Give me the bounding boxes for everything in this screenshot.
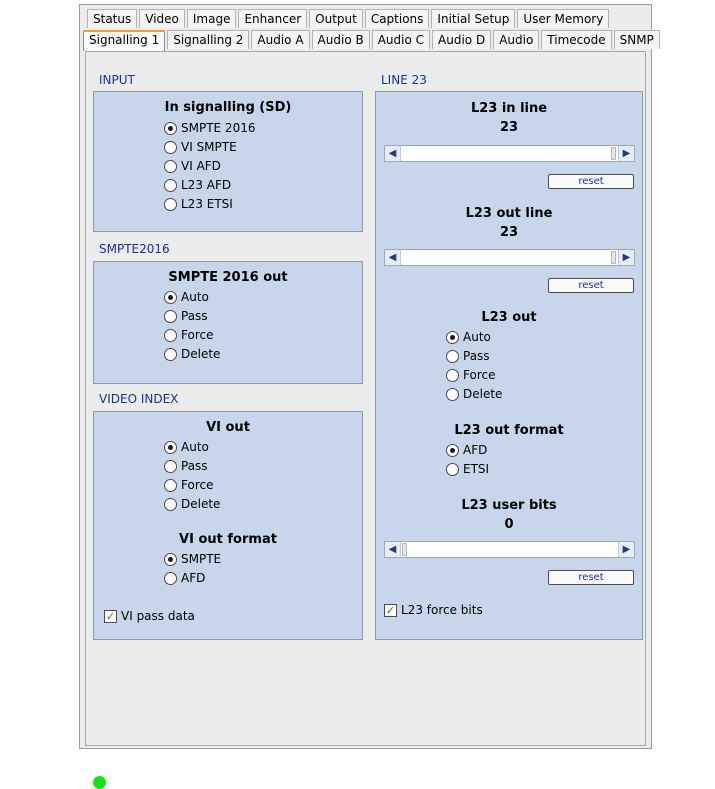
smpte2016-out-option[interactable]	[164, 307, 208, 325]
in-signalling-option[interactable]	[164, 119, 255, 137]
in-signalling-option-label: SMPTE 2016	[181, 121, 256, 135]
radio-selected-dot	[450, 448, 455, 453]
tab-video[interactable]: Video	[139, 9, 185, 28]
radio-icon	[446, 350, 459, 363]
vi-pass-data-checkbox[interactable]	[104, 607, 195, 625]
input-section-title: INPUT	[99, 73, 135, 87]
radio-icon	[164, 479, 177, 492]
l23-out-option[interactable]	[446, 347, 490, 365]
l23-out-option-label: Delete	[463, 387, 503, 401]
tab-signalling-2[interactable]: Signalling 2	[167, 30, 249, 49]
tab-audio-d[interactable]: Audio D	[432, 30, 491, 49]
radio-icon	[164, 348, 177, 361]
check-icon: ✓	[105, 609, 116, 623]
l23-user-bits-scrollbar[interactable]	[384, 541, 635, 558]
l23-in-line-reset-button[interactable]: reset	[548, 174, 634, 189]
radio-icon	[446, 369, 459, 382]
vi-out-format-option-label: AFD	[181, 571, 206, 585]
smpte2016-section-title: SMPTE2016	[99, 242, 170, 256]
scroll-left-icon[interactable]: ◀	[385, 542, 401, 557]
tab-snmp[interactable]: SNMP	[614, 30, 660, 49]
l23-in-line-title: L23 in line	[470, 101, 548, 116]
radio-selected-dot	[168, 557, 173, 562]
l23-out-format-option-label: AFD	[463, 443, 488, 457]
radio-icon	[164, 572, 177, 585]
tab-output[interactable]: Output	[309, 9, 363, 28]
radio-icon	[164, 553, 177, 566]
smpte2016-out-title: SMPTE 2016 out	[168, 270, 288, 285]
settings-window	[79, 4, 652, 749]
l23-out-option[interactable]	[446, 385, 502, 403]
in-signalling-option[interactable]	[164, 176, 231, 194]
l23-user-bits-value: 0	[504, 517, 514, 532]
l23-out-format-option[interactable]	[446, 460, 489, 478]
in-signalling-option-label: VI AFD	[181, 159, 221, 173]
l23-user-bits-reset-button[interactable]: reset	[548, 570, 634, 585]
radio-icon	[164, 122, 177, 135]
tab-row-1	[87, 9, 611, 29]
l23-out-line-title: L23 out line	[465, 206, 553, 221]
l23-in-line-scrollbar[interactable]	[384, 145, 635, 162]
l23-out-option[interactable]	[446, 366, 495, 384]
tab-initial-setup[interactable]: Initial Setup	[431, 9, 515, 28]
smpte2016-out-option-label: Pass	[181, 309, 208, 323]
in-signalling-option[interactable]	[164, 157, 221, 175]
vi-out-option-label: Auto	[181, 440, 209, 454]
tab-captions[interactable]: Captions	[365, 9, 430, 28]
signalling-1-panel	[85, 51, 646, 746]
in-signalling-title: In signalling (SD)	[164, 100, 292, 115]
video-index-section-title: VIDEO INDEX	[99, 392, 179, 406]
smpte2016-out-option[interactable]	[164, 345, 220, 363]
smpte2016-out-option[interactable]	[164, 288, 209, 306]
smpte2016-out-option[interactable]	[164, 326, 213, 344]
tab-signalling-1[interactable]: Signalling 1	[83, 30, 165, 51]
vi-out-option-label: Pass	[181, 459, 208, 473]
radio-selected-dot	[450, 335, 455, 340]
radio-icon	[446, 331, 459, 344]
radio-icon	[164, 310, 177, 323]
vi-out-option-label: Force	[181, 478, 214, 492]
radio-icon	[446, 444, 459, 457]
in-signalling-option-label: L23 AFD	[181, 178, 232, 192]
vi-out-option[interactable]	[164, 495, 220, 513]
radio-icon	[164, 160, 177, 173]
vi-pass-data-label: VI pass data	[121, 609, 195, 623]
scroll-right-icon[interactable]: ▶	[618, 146, 634, 161]
smpte2016-out-option-label: Delete	[181, 347, 221, 361]
l23-user-bits-title: L23 user bits	[461, 498, 557, 513]
status-led-icon	[93, 776, 106, 789]
tab-timecode[interactable]: Timecode	[541, 30, 611, 49]
scroll-thumb[interactable]	[402, 543, 407, 556]
radio-icon	[164, 198, 177, 211]
scroll-thumb[interactable]	[611, 251, 616, 264]
radio-icon	[446, 388, 459, 401]
video-index-box	[93, 411, 363, 640]
tab-row-2	[83, 30, 662, 50]
vi-out-title: VI out	[206, 420, 250, 435]
check-icon: ✓	[385, 603, 396, 617]
scroll-right-icon[interactable]: ▶	[618, 250, 634, 265]
vi-out-format-option-label: SMPTE	[181, 552, 222, 566]
l23-out-option-label: Force	[463, 368, 496, 382]
in-signalling-option[interactable]	[164, 138, 237, 156]
radio-selected-dot	[168, 295, 173, 300]
radio-selected-dot	[168, 445, 173, 450]
vi-out-format-option[interactable]	[164, 569, 205, 587]
in-signalling-option[interactable]	[164, 195, 233, 213]
smpte2016-box	[93, 261, 363, 384]
radio-icon	[164, 498, 177, 511]
radio-icon	[446, 463, 459, 476]
tab-enhancer[interactable]: Enhancer	[238, 9, 307, 28]
scroll-thumb[interactable]	[611, 147, 616, 160]
vi-out-option[interactable]	[164, 476, 213, 494]
l23-out-option[interactable]	[446, 328, 491, 346]
vi-out-option[interactable]	[164, 457, 208, 475]
l23-force-bits-checkbox[interactable]	[384, 601, 483, 619]
line23-box	[375, 91, 643, 640]
tab-audio-b[interactable]: Audio B	[312, 30, 370, 49]
l23-out-line-scrollbar[interactable]	[384, 249, 635, 266]
l23-force-bits-label: L23 force bits	[401, 603, 483, 617]
l23-out-line-value: 23	[499, 225, 519, 240]
radio-icon	[164, 460, 177, 473]
scroll-left-icon[interactable]: ◀	[385, 250, 401, 265]
radio-icon	[164, 179, 177, 192]
radio-icon	[164, 329, 177, 342]
vi-out-format-title: VI out format	[179, 532, 277, 547]
l23-out-title: L23 out	[481, 310, 537, 325]
scroll-left-icon[interactable]: ◀	[385, 146, 401, 161]
smpte2016-out-option-label: Force	[181, 328, 214, 342]
l23-out-format-title: L23 out format	[454, 423, 564, 438]
line23-section-title: LINE 23	[381, 73, 427, 87]
vi-out-option[interactable]	[164, 438, 209, 456]
l23-out-format-option[interactable]	[446, 441, 487, 459]
tab-user-memory[interactable]: User Memory	[517, 9, 609, 28]
radio-selected-dot	[168, 126, 173, 131]
l23-out-line-reset-button[interactable]: reset	[548, 278, 634, 293]
radio-icon	[164, 291, 177, 304]
tab-audio-c[interactable]: Audio C	[372, 30, 430, 49]
tab-audio[interactable]: Audio	[493, 30, 539, 49]
radio-icon	[164, 141, 177, 154]
tab-image[interactable]: Image	[187, 9, 237, 28]
l23-out-option-label: Auto	[463, 330, 491, 344]
vi-out-option-label: Delete	[181, 497, 221, 511]
l23-out-option-label: Pass	[463, 349, 490, 363]
scroll-right-icon[interactable]: ▶	[618, 542, 634, 557]
in-signalling-option-label: L23 ETSI	[181, 197, 233, 211]
tab-status[interactable]: Status	[87, 9, 137, 28]
tab-audio-a[interactable]: Audio A	[251, 30, 309, 49]
l23-out-format-option-label: ETSI	[463, 462, 490, 476]
input-box	[93, 91, 363, 232]
radio-icon	[164, 441, 177, 454]
in-signalling-option-label: VI SMPTE	[181, 140, 237, 154]
vi-out-format-option[interactable]	[164, 550, 221, 568]
l23-in-line-value: 23	[499, 120, 519, 135]
smpte2016-out-option-label: Auto	[181, 290, 209, 304]
